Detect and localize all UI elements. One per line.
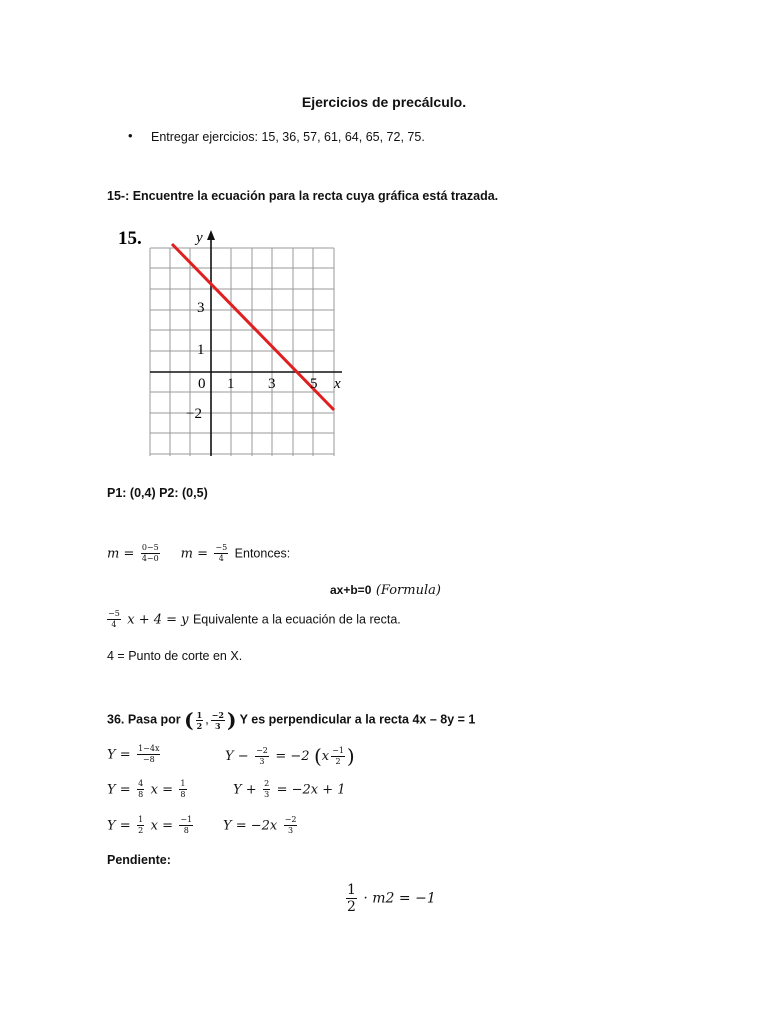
ex15-points: P1: (0,4) P2: (0,5) <box>107 486 208 500</box>
graph-grid <box>150 248 334 456</box>
paren-close: ) <box>226 708 237 732</box>
ex15-equation-line <box>105 609 401 630</box>
right-row-3: Y = −2x $\frac{-2}{3}$ <box>223 815 297 835</box>
bullet-symbol: • <box>128 128 133 143</box>
page-title: Ejercicios de precálculo. <box>301 94 467 110</box>
final-fraction: $\frac{1}{2}$ <box>347 882 356 915</box>
x-tick-5: 5 <box>310 376 318 392</box>
slope-fraction-2: $\frac{-5}{4}$ <box>215 543 228 563</box>
y-tick-1: 1 <box>197 342 205 358</box>
equation-text: Equivalente a la ecuación de la recta. <box>192 612 401 627</box>
left-row-1: Y = $\frac{1-4x}{-8}$ <box>107 744 160 764</box>
equation-expr: x + 4 = y <box>127 612 189 628</box>
heading-frac-2: $\frac{-2}{3}$ <box>211 709 224 731</box>
x-tick-3: 3 <box>268 376 276 392</box>
origin-label: 0 <box>198 376 206 392</box>
ex15-graph <box>110 224 350 460</box>
pendiente-label: Pendiente: <box>107 853 171 867</box>
figure-number: 15. <box>118 228 142 249</box>
paren-open: ( <box>184 708 194 732</box>
left-row-3: Y = $\frac{1}{2}$ x = $\frac{-1}{8}$ <box>107 815 193 835</box>
then-text: Entonces: <box>234 546 291 561</box>
final-equation <box>344 882 436 915</box>
y-tick-neg2: −2 <box>186 406 202 422</box>
right-row-2: Y + $\frac{2}{3}$ = −2x + 1 <box>233 779 346 799</box>
equation-fraction: $\frac{-5}{4}$ <box>108 609 120 629</box>
heading-frac-1: $\frac{1}{2}$ <box>196 709 203 731</box>
final-rest: · m2 = −1 <box>363 890 436 907</box>
ex15-slope-line <box>107 543 290 564</box>
formula-bold: ax+b=0 <box>330 583 372 597</box>
formula-line <box>330 581 441 599</box>
right-row-1: Y − $\frac{-2}{3}$ = −2 (x $\frac{-1}{2}$ ) <box>225 744 355 768</box>
m-eq-1: m = <box>107 546 135 562</box>
ex36-heading: 36. Pasa por ( $\frac{1}{2}$ , $\frac{-2}{3}$ ) Y es perpendicular a la recta 4x – 8y = 1 <box>107 708 476 732</box>
ex15-heading: 15-: Encuentre la ecuación para la recta cuya gráfica está trazada. <box>107 189 499 203</box>
left-row-2: Y = $\frac{4}{8}$ x = $\frac{1}{8}$ <box>107 779 186 799</box>
slope-fraction-1: $\frac{0-5}{4-0}$ <box>141 543 159 563</box>
y-axis-label: y <box>196 230 203 246</box>
ex15-cut-point: 4 = Punto de corte en X. <box>107 649 243 663</box>
m-eq-2: m = <box>180 546 208 562</box>
x-axis-label: x <box>334 376 341 392</box>
bullet-text: Entregar ejercicios: 15, 36, 57, 61, 64, 65, 72, 75. <box>151 130 425 144</box>
ex36-heading-b: Y es perpendicular a la recta 4x – 8y = 1 <box>239 712 476 727</box>
x-tick-1: 1 <box>227 376 235 392</box>
ex36-heading-a: 36. Pasa por <box>107 712 181 727</box>
formula-italic: (Formula) <box>375 583 441 598</box>
y-tick-3: 3 <box>197 300 205 316</box>
y-axis-arrow <box>207 230 215 240</box>
